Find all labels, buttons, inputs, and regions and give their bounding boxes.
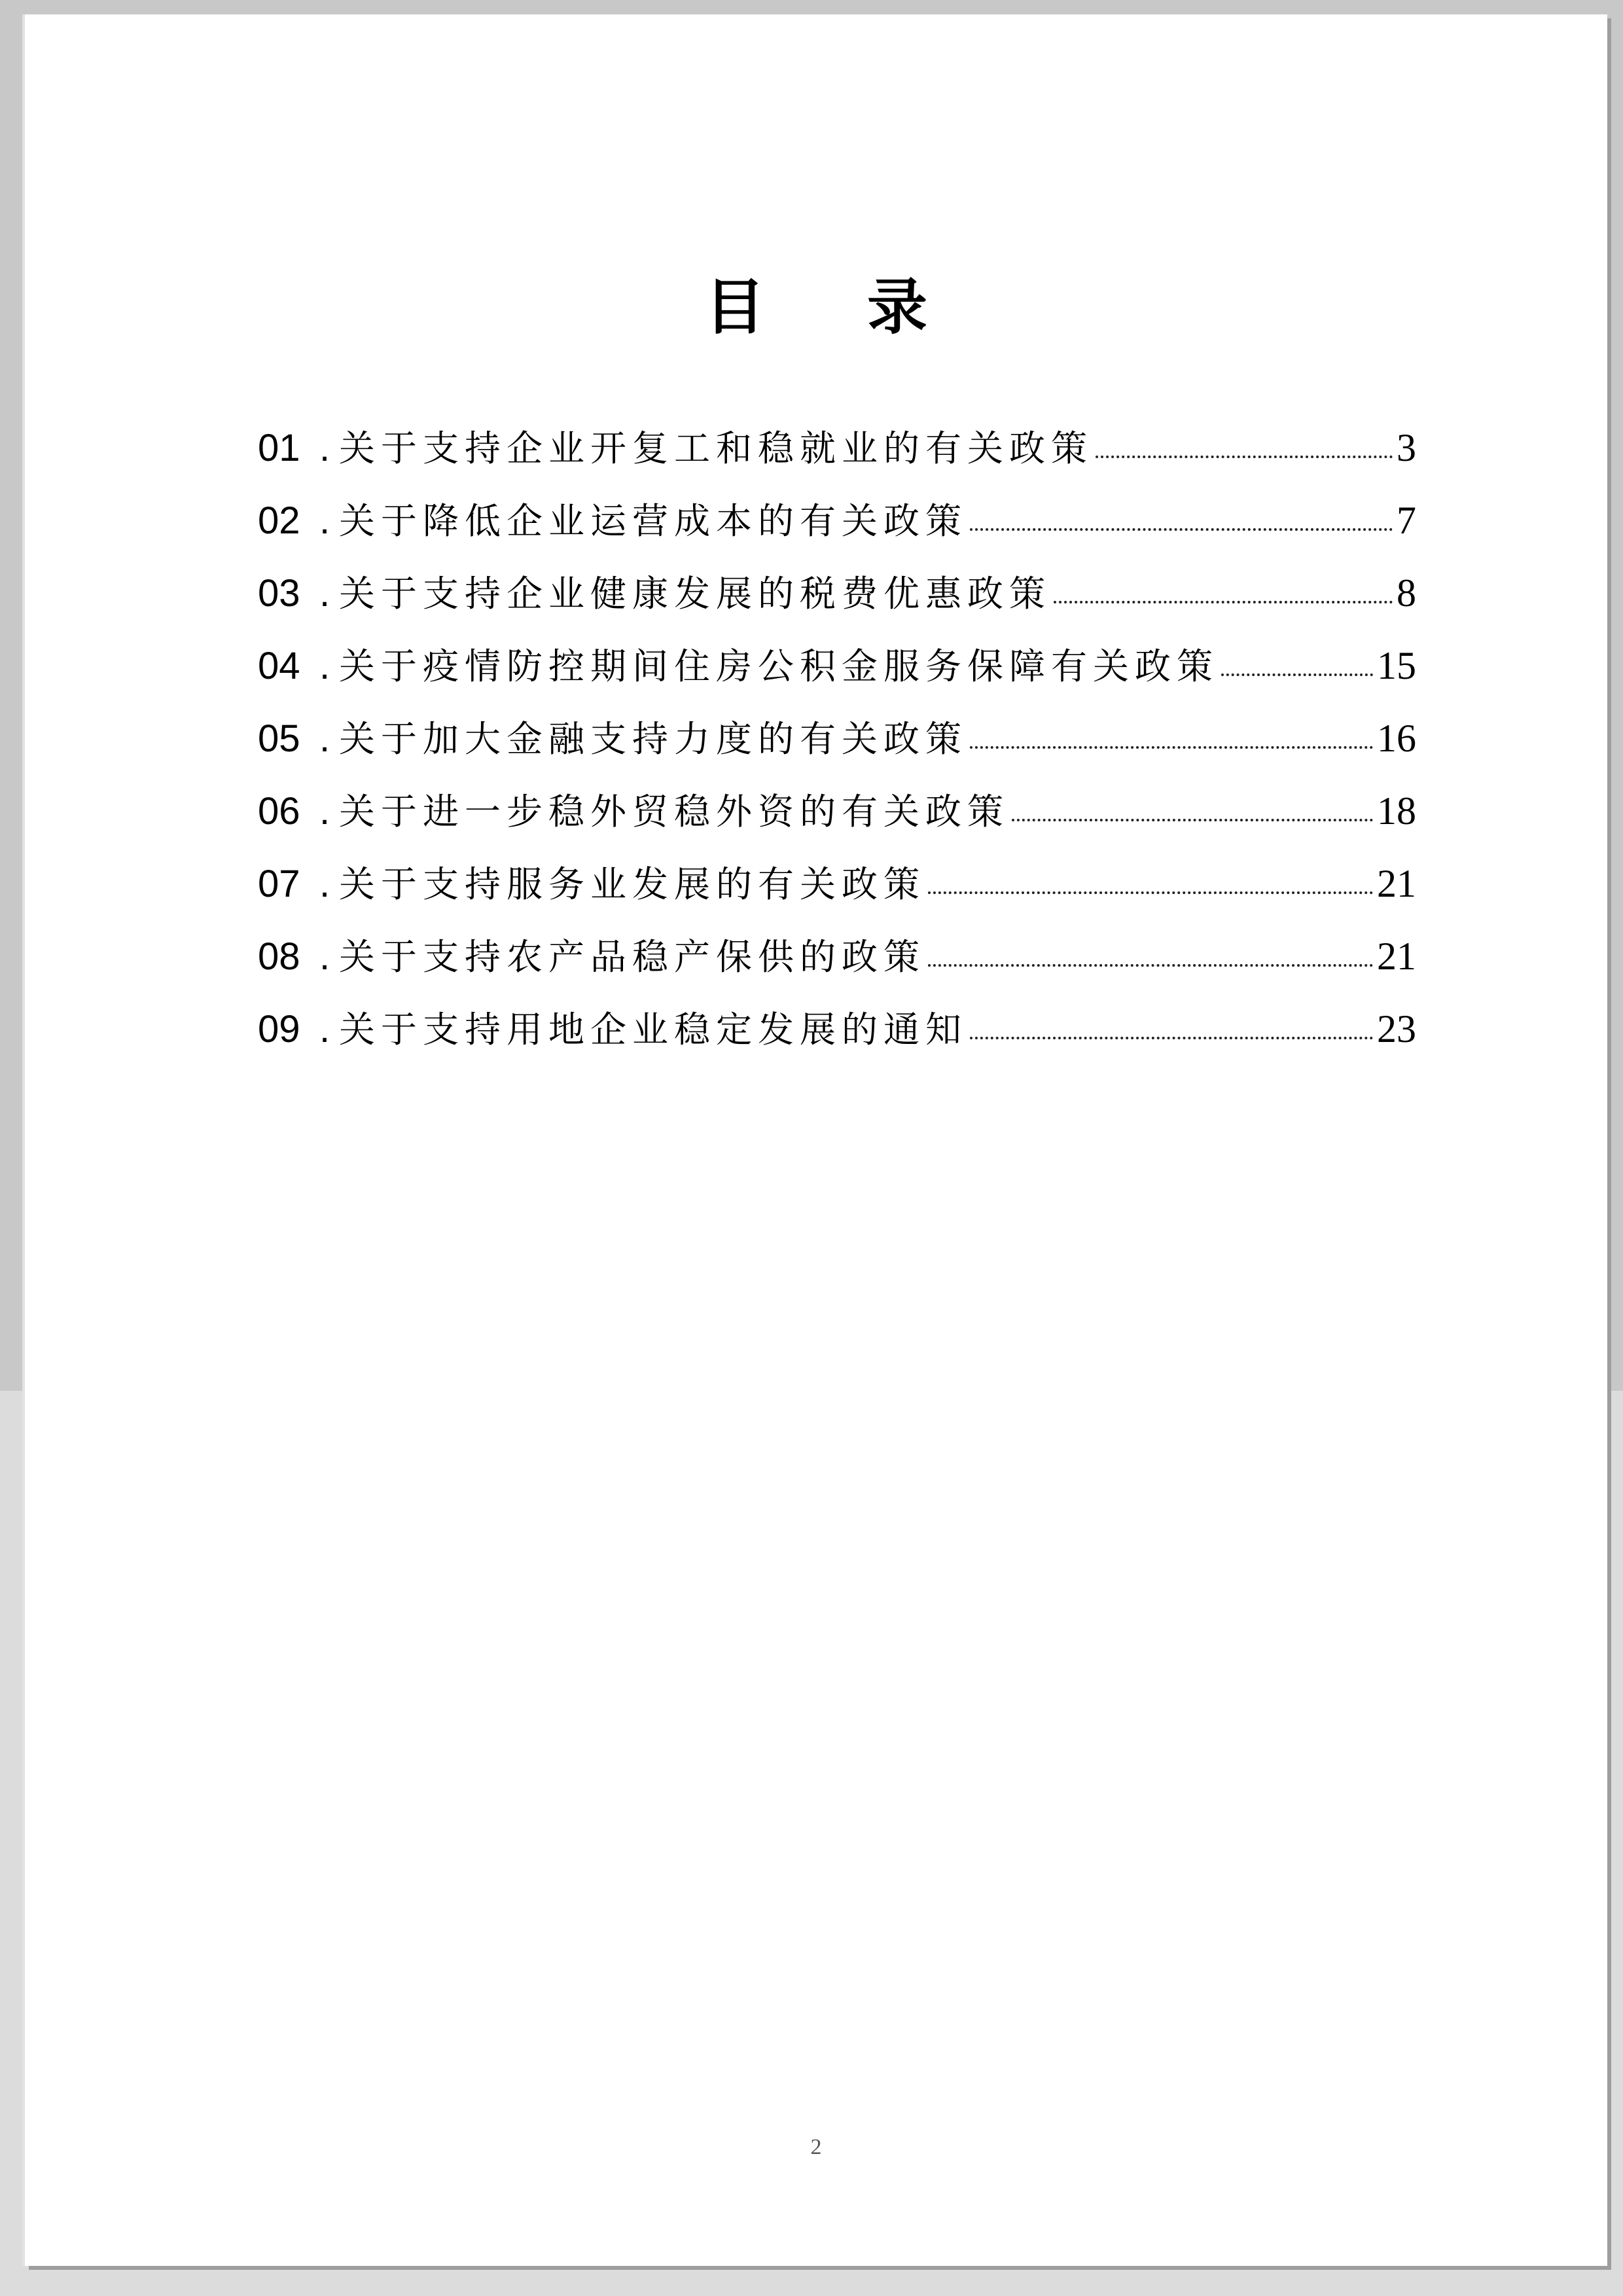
toc-dot-leader	[928, 964, 1373, 967]
toc-entry-number: 03	[258, 572, 300, 615]
toc-entry-title: 关于支持服务业发展的有关政策	[339, 863, 926, 905]
toc-entry[interactable]	[258, 573, 1416, 646]
toc-entry-separator: .	[319, 499, 330, 542]
toc-entry-title: 关于降低企业运营成本的有关政策	[339, 500, 968, 542]
toc-entry-number: 07	[258, 863, 300, 905]
toc-dot-leader	[970, 1037, 1373, 1039]
toc-entry-page: 21	[1377, 862, 1416, 905]
toc-entry-number: 09	[258, 1008, 300, 1050]
document-page	[25, 14, 1607, 2266]
toc-entry[interactable]	[258, 501, 1416, 573]
toc-dot-leader	[1096, 456, 1393, 458]
toc-entry-page: 16	[1377, 717, 1416, 760]
toc-title: 目 录	[704, 272, 969, 342]
toc-entry-separator: .	[319, 717, 330, 760]
toc-entry-separator: .	[319, 427, 330, 469]
table-of-contents	[258, 428, 1416, 1082]
toc-dot-leader	[1054, 601, 1393, 603]
toc-entry-page: 15	[1377, 644, 1416, 687]
toc-entry-title: 关于加大金融支持力度的有关政策	[339, 718, 968, 760]
toc-entry-separator: .	[319, 1008, 330, 1050]
toc-entry-page: 7	[1397, 499, 1416, 542]
toc-entry-number: 01	[258, 427, 300, 469]
toc-entry[interactable]	[258, 937, 1416, 1009]
toc-entry-page: 8	[1397, 571, 1416, 615]
toc-entry-number: 05	[258, 717, 300, 760]
toc-entry-separator: .	[319, 645, 330, 687]
toc-entry-separator: .	[319, 863, 330, 905]
toc-dot-leader	[970, 528, 1393, 531]
toc-entry-separator: .	[319, 935, 330, 978]
toc-entry[interactable]	[258, 791, 1416, 864]
toc-entry-separator: .	[319, 572, 330, 615]
toc-entry-title: 关于支持用地企业稳定发展的通知	[339, 1009, 968, 1050]
toc-entry-page: 18	[1377, 789, 1416, 833]
toc-dot-leader	[970, 746, 1373, 749]
toc-entry-title: 关于支持企业健康发展的税费优惠政策	[339, 573, 1052, 615]
toc-entry-number: 08	[258, 935, 300, 978]
toc-entry[interactable]	[258, 719, 1416, 791]
toc-entry-title: 关于进一步稳外贸稳外资的有关政策	[339, 791, 1010, 833]
toc-dot-leader	[1221, 673, 1373, 676]
toc-entry-page: 21	[1377, 935, 1416, 978]
toc-entry-title: 关于支持企业开复工和稳就业的有关政策	[339, 427, 1094, 469]
toc-entry-number: 04	[258, 645, 300, 687]
toc-entry-page: 23	[1377, 1007, 1416, 1050]
toc-entry-number: 02	[258, 499, 300, 542]
toc-entry[interactable]	[258, 864, 1416, 937]
toc-entry[interactable]	[258, 1009, 1416, 1082]
toc-entry-number: 06	[258, 790, 300, 833]
toc-entry[interactable]	[258, 646, 1416, 719]
toc-dot-leader	[1012, 819, 1373, 821]
toc-entry[interactable]	[258, 428, 1416, 501]
toc-entry-page: 3	[1397, 426, 1416, 469]
toc-entry-title: 关于支持农产品稳产保供的政策	[339, 936, 926, 978]
toc-entry-title: 关于疫情防控期间住房公积金服务保障有关政策	[339, 645, 1219, 687]
page-number: 2	[810, 2135, 822, 2159]
toc-entry-separator: .	[319, 790, 330, 833]
toc-dot-leader	[928, 891, 1373, 894]
